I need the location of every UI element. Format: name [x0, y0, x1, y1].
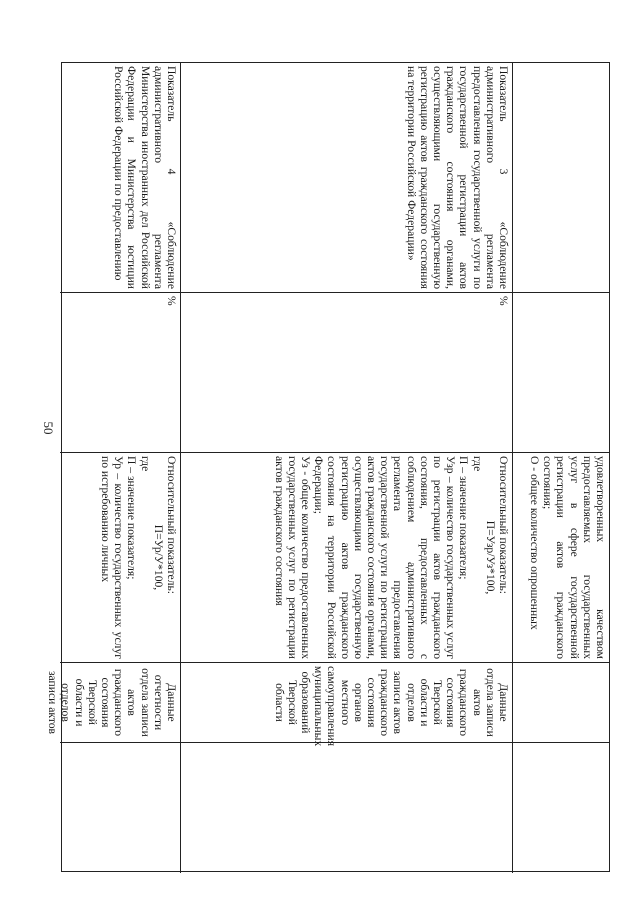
- row1-extra-cell: [512, 743, 609, 873]
- row3-unit-cell: [60, 293, 180, 453]
- row3-extra-cell: [60, 743, 180, 873]
- row2-formula-line-5: Узр – количество государственных услуг по регистрации актов гражданского состояния, предоставленных с соблюдением административного регламента предоставления государственной услуги по регистрации актов гражданского состояния органами, осуществляющими государственную регистрацию актов гражданского состояния на территории Российской Федерации;: [312, 456, 458, 659]
- row2-formula-line-6: Уз - общее количество предоставленных государственных услуг по регистрации актов гражданского состояния: [272, 456, 312, 659]
- row2-formula-cell: [180, 453, 512, 663]
- row1-indicator-cell: [512, 63, 609, 293]
- row3-formula-line-1: Относительный показатель:: [165, 456, 178, 594]
- row2-formula-line-3: где: [470, 456, 484, 472]
- row2-indicator-text: Показатель 3 «Соблюдение административного регламента предоставления государственной услуги по государственной регистрации актов гражданского состояния органами, осуществляющими государственную регистрацию актов гражданского состояния на территории Российской Федерации»: [404, 66, 510, 289]
- row3-formula-line-3: где: [138, 456, 152, 472]
- row3-indicator-cell: [60, 63, 180, 293]
- row1-formula-cell: [512, 453, 609, 663]
- row2-source-cell: [180, 663, 512, 747]
- row2-indicator-cell: [180, 63, 512, 293]
- row3-formula-line-5: Ур – количество государственных услуг по истребованию личных: [98, 456, 126, 659]
- row1-source-cell: [512, 663, 609, 743]
- row3-formula-line-4: П – значение показателя;: [125, 456, 139, 580]
- row2-formula-line-4: П – значение показателя;: [457, 456, 471, 580]
- row1-formula-line-1: удовлетворенных качеством предоставляемых государственных услуг в сфере государственной регистрации актов гражданского состояния;: [541, 456, 607, 659]
- row2-unit-cell: [180, 293, 512, 453]
- page-number: 50: [41, 421, 56, 435]
- row2-extra-cell: [180, 743, 512, 873]
- row2-source-text: Данные отдела записи актов гражданского состояния Тверской области и отделов записи актов гражданского состояния органов местного самоуправления муниципальных образований Тверской области: [272, 666, 510, 747]
- row2-formula-line-2: П=Узр/Уз*100,: [483, 520, 497, 595]
- row3-formula-line-2: П=Ур/У*100,: [151, 524, 165, 591]
- row2-formula-line-1: Относительный показатель:: [497, 456, 510, 594]
- row3-source-cell: [46, 663, 180, 743]
- row3-formula-cell: [60, 453, 180, 663]
- row3-indicator-text: Показатель 4 «Соблюдение административного регламента Министерства иностранных дел Российской Федерации и Министерства юстиции Российской Федерации по предоставлению: [112, 66, 178, 289]
- row1-formula-line-2: О - общее количество опрошенных: [527, 456, 541, 630]
- row3-source-text: Данные отчетности отдела записи актов гражданского состояния Тверской области и отделов записи актов: [46, 668, 178, 737]
- row2-unit-text: %: [497, 296, 510, 306]
- row1-unit-cell: [512, 293, 609, 453]
- row3-unit-text: %: [165, 296, 178, 306]
